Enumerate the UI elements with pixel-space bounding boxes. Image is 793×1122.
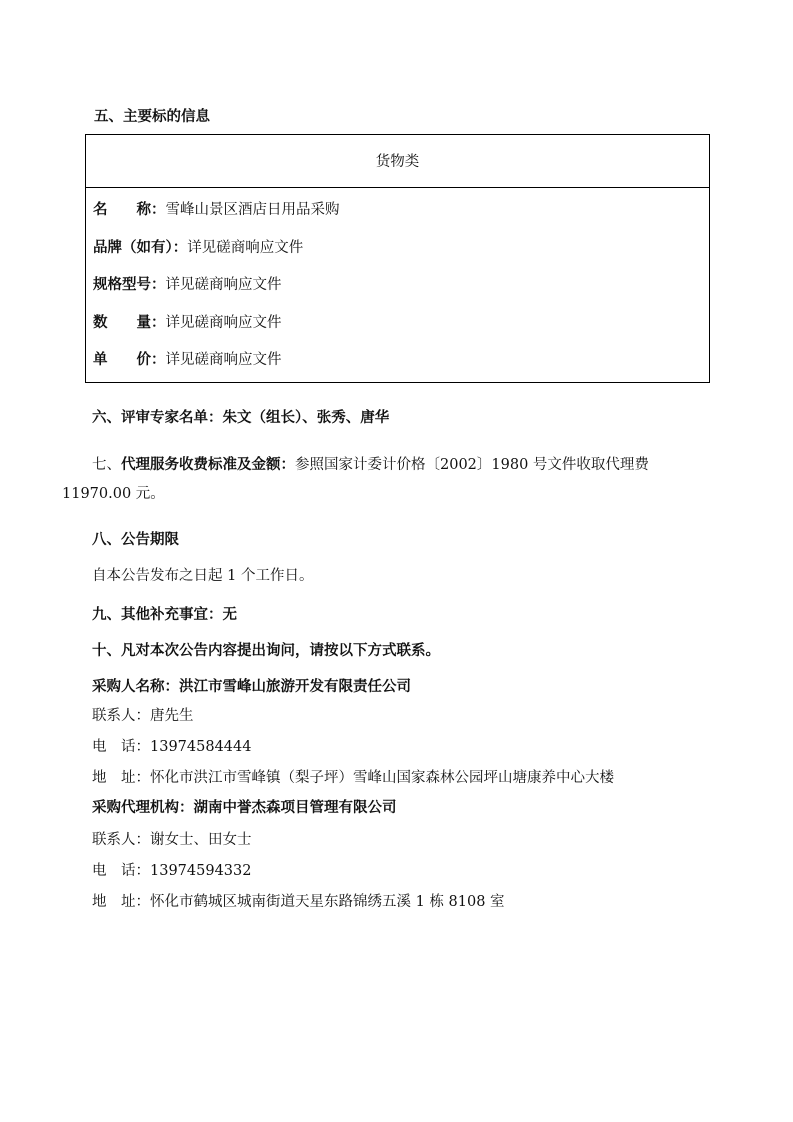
section7-line1 — [92, 455, 649, 475]
agency-address: 怀化市鹤城区城南街道天星东路锦绣五溪 1 栋 8108 室 — [150, 894, 505, 910]
section7-line2: 11970.00 元。 — [62, 486, 165, 502]
purchaser-phone-line — [92, 737, 251, 757]
agency-name-line — [92, 798, 397, 818]
section5-title: 五、主要标的信息 — [94, 109, 210, 125]
agency-label: 采购代理机构： — [92, 800, 194, 816]
purchaser-phone-label: 电 话： — [92, 739, 150, 755]
purchaser-label: 采购人名称： — [92, 679, 179, 695]
row-label: 规格型号： — [93, 277, 166, 293]
agency-phone-label: 电 话： — [92, 863, 150, 879]
agency-name: 湖南中誉杰森项目管理有限公司 — [193, 800, 397, 816]
table-row-price — [93, 350, 282, 370]
table-row-name — [93, 200, 340, 220]
agency-address-label: 地 址： — [92, 894, 150, 910]
agency-contact-line — [92, 830, 252, 850]
agency-phone: 13974594332 — [150, 863, 252, 879]
section10-title: 十、凡对本次公告内容提出询问，请按以下方式联系。 — [92, 643, 440, 659]
goods-info-table — [85, 134, 710, 383]
section8-text: 自本公告发布之日起 1 个工作日。 — [92, 568, 314, 584]
row-label: 数 量： — [93, 315, 166, 331]
agency-phone-line — [92, 861, 251, 881]
row-value: 雪峰山景区酒店日用品采购 — [165, 202, 340, 218]
table-row-brand — [93, 238, 303, 258]
purchaser-address: 怀化市洪江市雪峰镇（梨子坪）雪峰山国家森林公园坪山塘康养中心大楼 — [150, 770, 614, 786]
row-label: 品牌（如有）： — [93, 240, 188, 256]
section7-text: 参照国家计委计价格〔2002〕1980 号文件收取代理费 — [295, 457, 649, 473]
section7-prefix: 七、 — [92, 457, 121, 473]
purchaser-address-label: 地 址： — [92, 770, 150, 786]
agency-contact-label: 联系人： — [92, 832, 150, 848]
section8-title: 八、公告期限 — [92, 532, 179, 548]
purchaser-name: 洪江市雪峰山旅游开发有限责任公司 — [179, 679, 411, 695]
row-value: 详见磋商响应文件 — [165, 352, 282, 368]
section6-title: 六、评审专家名单：朱文（组长）、张秀、唐华 — [92, 410, 390, 426]
category-label: 货物类 — [375, 154, 420, 170]
purchaser-contact-label: 联系人： — [92, 708, 150, 724]
table-row-spec — [93, 275, 282, 295]
purchaser-name-line — [92, 677, 411, 697]
row-value: 详见磋商响应文件 — [165, 277, 282, 293]
table-row-quantity — [93, 313, 282, 333]
table-header-row — [86, 135, 709, 188]
purchaser-phone: 13974584444 — [150, 739, 252, 755]
section7-label: 代理服务收费标准及金额： — [121, 457, 295, 473]
purchaser-address-line — [92, 768, 614, 788]
row-value: 详见磋商响应文件 — [187, 240, 304, 256]
agency-address-line — [92, 892, 505, 912]
row-value: 详见磋商响应文件 — [165, 315, 282, 331]
row-label: 名 称： — [93, 202, 166, 218]
row-label: 单 价： — [93, 352, 166, 368]
section9-title: 九、其他补充事宜：无 — [92, 607, 237, 623]
purchaser-contact-line — [92, 706, 194, 726]
agency-contact: 谢女士、田女士 — [150, 832, 252, 848]
purchaser-contact: 唐先生 — [150, 708, 194, 724]
